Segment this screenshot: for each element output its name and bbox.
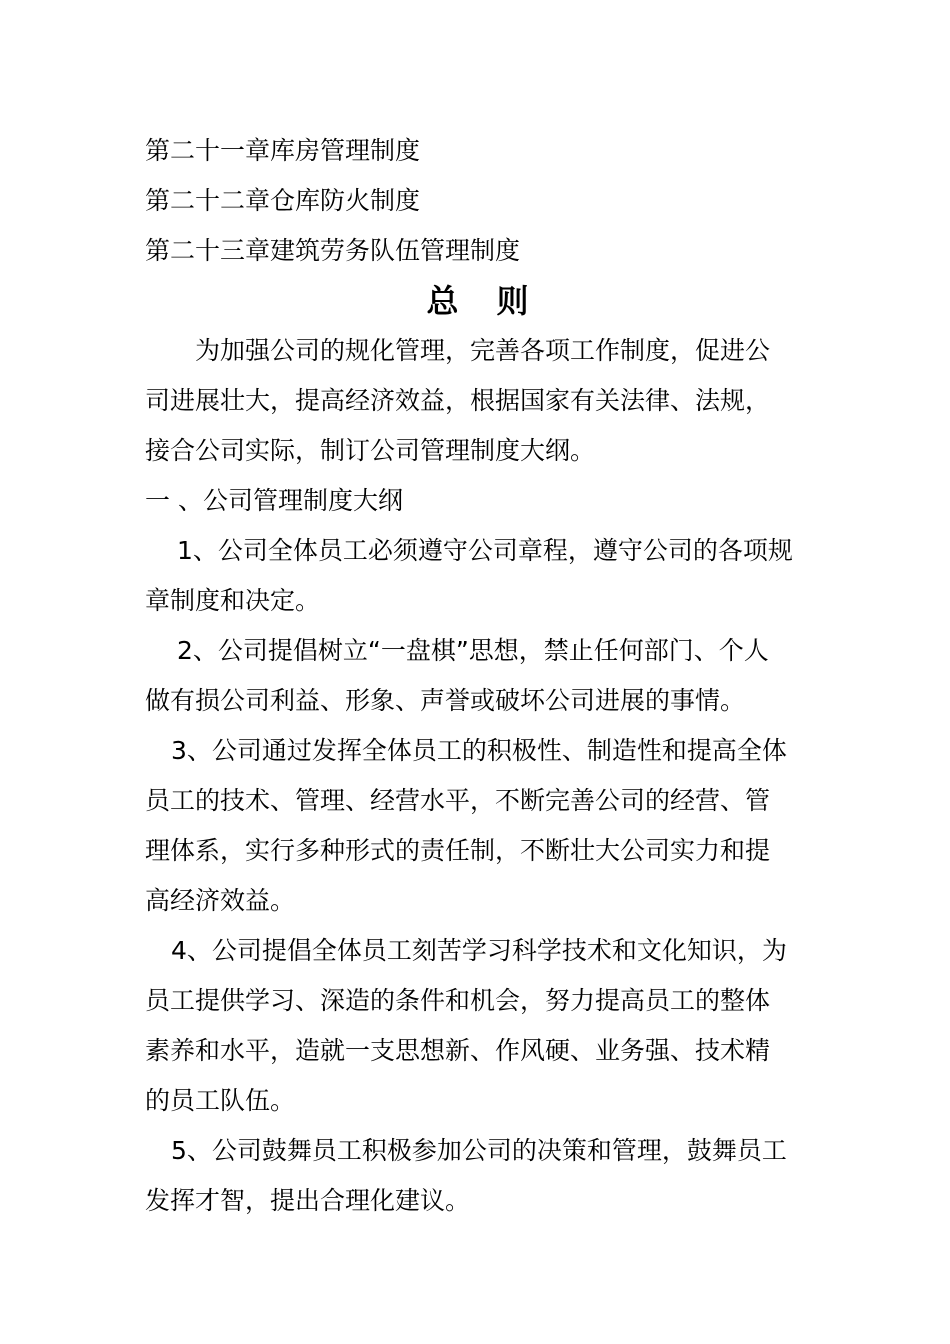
item-line: 高经济效益。 xyxy=(145,886,296,915)
intro-line: 接合公司实际，制订公司管理制度大纲。 xyxy=(145,436,596,465)
item-line: 1、公司全体员工必须遵守公司章程，遵守公司的各项规 xyxy=(177,536,793,565)
toc-entry: 第二十二章仓库防火制度 xyxy=(145,186,421,215)
intro-line: 为加强公司的规化管理，完善各项工作制度，促进公 xyxy=(195,336,771,365)
item-line: 章制度和决定。 xyxy=(145,586,321,615)
item-line: 2、公司提倡树立“一盘棋”思想，禁止任何部门、个人 xyxy=(177,636,769,665)
section-title: 总则 xyxy=(426,282,567,320)
item-line: 理体系，实行多种形式的责任制，不断壮大公司实力和提 xyxy=(145,836,771,865)
item-line: 发挥才智，提出合理化建议。 xyxy=(145,1186,471,1215)
item-line: 素养和水平，造就一支思想新、作风硬、业务强、技术精 xyxy=(145,1036,771,1065)
item-line: 员工的技术、管理、经营水平，不断完善公司的经营、管 xyxy=(145,786,771,815)
heading-level-1: 一 、公司管理制度大纲 xyxy=(145,486,403,515)
intro-line: 司进展壮大，提高经济效益，根据国家有关法律、法规， xyxy=(145,386,771,415)
item-line: 做有损公司利益、形象、声誉或破坏公司进展的事情。 xyxy=(145,686,746,715)
item-line: 的员工队伍。 xyxy=(145,1086,296,1115)
item-line: 3、公司通过发挥全体员工的积极性、制造性和提高全体 xyxy=(171,736,787,765)
item-line: 4、公司提倡全体员工刻苦学习科学技术和文化知识，为 xyxy=(171,936,787,965)
document-body xyxy=(145,126,810,1226)
item-line: 员工提供学习、深造的条件和机会，努力提高员工的整体 xyxy=(145,986,771,1015)
item-line: 5、公司鼓舞员工积极参加公司的决策和管理，鼓舞员工 xyxy=(171,1136,787,1165)
toc-entry: 第二十三章建筑劳务队伍管理制度 xyxy=(145,236,521,265)
toc-entry: 第二十一章库房管理制度 xyxy=(145,136,421,165)
